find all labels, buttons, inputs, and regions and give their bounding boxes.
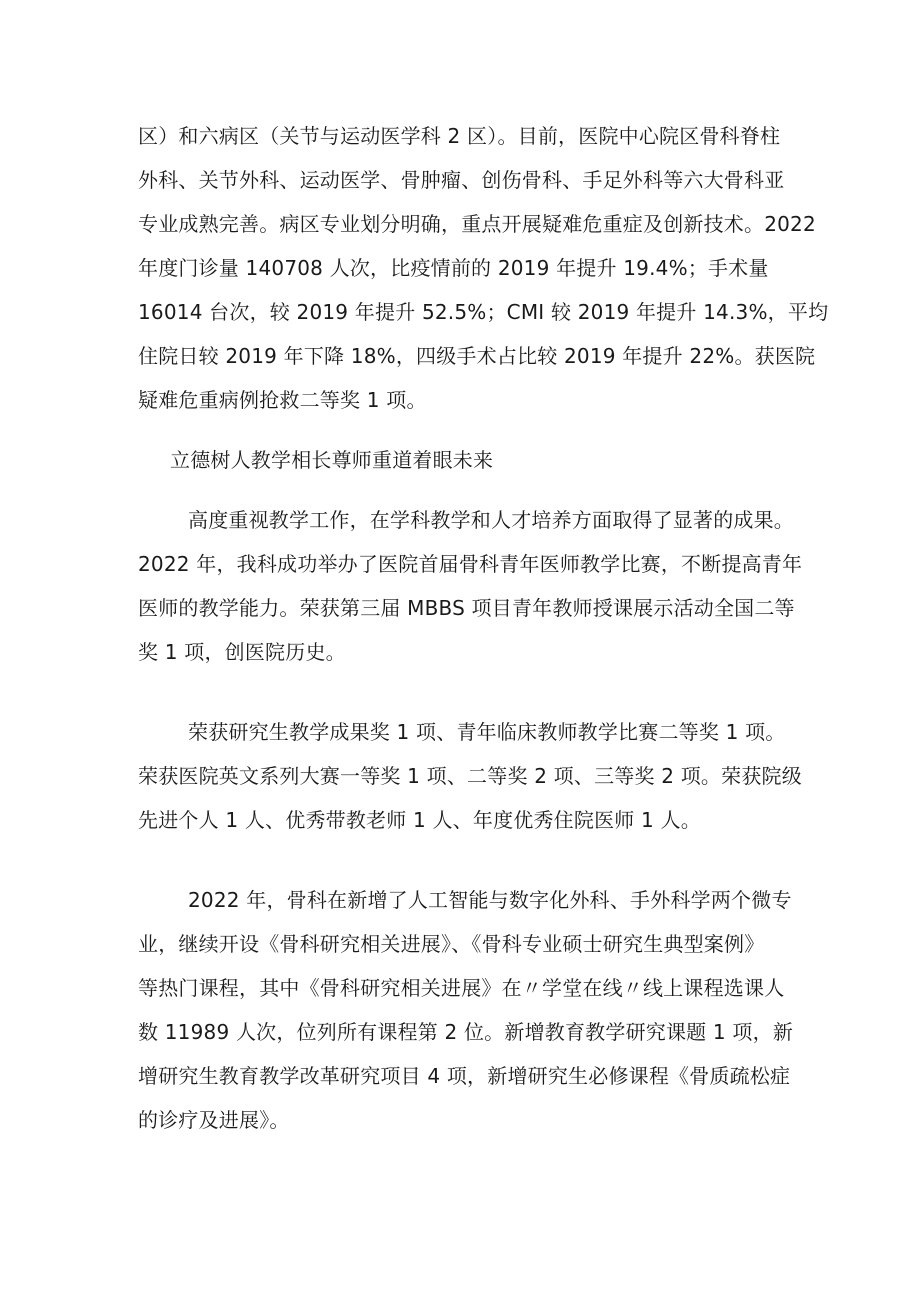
paragraph-1-line-7: 疑难危重病例抢救二等奖 1 项。	[138, 388, 427, 412]
paragraph-4-line-6: 的诊疗及进展》。	[138, 1108, 290, 1132]
paragraph-1-line-6: 住院日较 2019 年下降 18%，四级手术占比较 2019 年提升 22%。获医院	[138, 344, 816, 368]
paragraph-4-line-3: 等热门课程，其中《骨科研究相关进展》在〃学堂在线〃线上课程选课人	[138, 976, 785, 1000]
paragraph-4-line-4: 数 11989 人次，位列所有课程第 2 位。新增教育教学研究课题 1 项，新	[138, 1020, 794, 1044]
paragraph-2-line-2: 2022 年，我科成功举办了医院首届骨科青年医师教学比赛，不断提高青年	[138, 552, 803, 576]
paragraph-4-line-5: 增研究生教育教学改革研究项目 4 项，新增研究生必修课程《骨质疏松症	[138, 1064, 791, 1088]
paragraph-4-line-2: 业，继续开设《骨科研究相关进展》、《骨科专业硕士研究生典型案例》	[138, 932, 765, 956]
paragraph-3-line-1: 荣获研究生教学成果奖 1 项、青年临床教师教学比赛二等奖 1 项。	[188, 720, 786, 744]
paragraph-2-line-3: 医师的教学能力。荣获第三届 MBBS 项目青年教师授课展示活动全国二等	[138, 596, 795, 620]
paragraph-1-line-1: 区）和六病区（关节与运动医学科 2 区）。目前，医院中心院区骨科脊柱	[138, 124, 781, 148]
section-heading: 立德树人教学相长尊师重道着眼未来	[170, 448, 494, 472]
paragraph-3-line-3: 先进个人 1 人、优秀带教老师 1 人、年度优秀住院医师 1 人。	[138, 808, 701, 832]
paragraph-2-line-1: 高度重视教学工作，在学科教学和人才培养方面取得了显著的成果。	[188, 508, 794, 532]
paragraph-3-line-2: 荣获医院英文系列大赛一等奖 1 项、二等奖 2 项、三等奖 2 项。荣获院级	[138, 764, 802, 788]
paragraph-2-line-4: 奖 1 项，创医院历史。	[138, 640, 346, 664]
paragraph-1-line-4: 年度门诊量 140708 人次，比疫情前的 2019 年提升 19.4%；手术量	[138, 256, 769, 280]
paragraph-4-line-1: 2022 年，骨科在新增了人工智能与数字化外科、手外科学两个微专	[188, 888, 792, 912]
paragraph-1-line-5: 16014 台次，较 2019 年提升 52.5%；CMI 较 2019 年提升 14.3%，平均	[138, 300, 829, 324]
paragraph-1-line-3: 专业成熟完善。病区专业划分明确，重点开展疑难危重症及创新技术。2022	[138, 212, 816, 236]
paragraph-1-line-2: 外科、关节外科、运动医学、骨肿瘤、创伤骨科、手足外科等六大骨科亚	[138, 168, 785, 192]
